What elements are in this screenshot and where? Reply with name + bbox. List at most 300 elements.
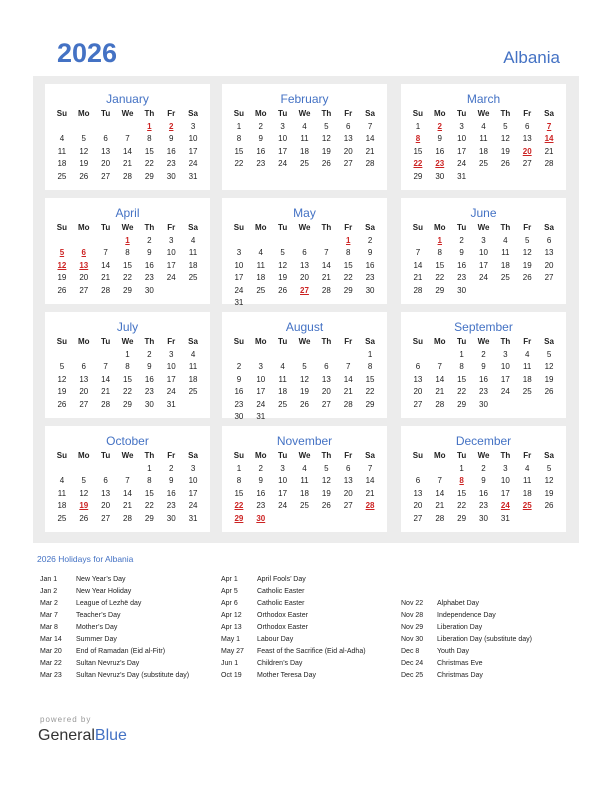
day-cell: 25 bbox=[57, 513, 67, 523]
weekday-header: We bbox=[121, 109, 134, 118]
holiday-name: Alphabet Day bbox=[437, 600, 480, 607]
day-cell: 19 bbox=[544, 488, 554, 498]
holiday-row bbox=[40, 634, 189, 646]
empty-cell bbox=[95, 463, 117, 476]
day-cell: 3 bbox=[280, 463, 285, 473]
weekday-header: Th bbox=[500, 337, 511, 346]
day-cell: 23 bbox=[457, 273, 467, 282]
day-cell: 18 bbox=[500, 260, 510, 270]
day-cell: 31 bbox=[234, 298, 244, 307]
empty-cell bbox=[315, 235, 337, 248]
day-cell: 19 bbox=[300, 387, 309, 396]
holiday-day: 22 bbox=[234, 501, 244, 510]
day-cell: 7 bbox=[103, 362, 108, 371]
day-cell: 21 bbox=[343, 387, 353, 396]
day-cell: 18 bbox=[522, 374, 532, 384]
day-cell: 10 bbox=[500, 362, 510, 371]
holiday-row bbox=[401, 622, 532, 634]
weekday-header: Mo bbox=[77, 223, 90, 232]
holiday-row bbox=[40, 574, 189, 586]
day-cell: 11 bbox=[256, 260, 265, 270]
holiday-date: Dec 24 bbox=[401, 660, 424, 667]
holiday-row bbox=[401, 646, 532, 658]
day-cell: 10 bbox=[234, 260, 244, 270]
day-cell: 7 bbox=[103, 248, 108, 257]
day-cell: 20 bbox=[413, 501, 423, 510]
holiday-row bbox=[401, 670, 532, 682]
weekday-header: Tu bbox=[457, 223, 467, 232]
day-cell: 22 bbox=[144, 501, 154, 510]
day-cell: 28 bbox=[321, 285, 331, 295]
day-cell: 29 bbox=[435, 285, 445, 295]
day-cell: 23 bbox=[166, 501, 176, 510]
day-cell: 6 bbox=[324, 362, 329, 371]
generalblue-logo[interactable] bbox=[38, 727, 127, 745]
day-cell: 9 bbox=[367, 248, 373, 257]
day-cell: 12 bbox=[57, 374, 67, 384]
holiday-date: Nov 30 bbox=[401, 636, 424, 643]
day-cell: 7 bbox=[437, 362, 442, 371]
holiday-day: 14 bbox=[544, 134, 554, 143]
day-cell: 10 bbox=[166, 248, 176, 257]
day-cell: 4 bbox=[190, 235, 196, 245]
day-cell: 15 bbox=[144, 146, 154, 156]
holiday-day: 1 bbox=[437, 235, 442, 245]
holiday-day: 20 bbox=[522, 146, 532, 156]
weekday-header: Tu bbox=[278, 223, 288, 232]
day-cell: 27 bbox=[321, 399, 331, 409]
month-title: January bbox=[106, 92, 149, 106]
holiday-date: May 1 bbox=[221, 636, 241, 643]
day-cell: 16 bbox=[256, 488, 266, 498]
day-cell: 28 bbox=[365, 159, 375, 168]
day-cell: 16 bbox=[166, 146, 176, 156]
day-cell: 10 bbox=[479, 248, 488, 257]
holiday-name: April Fools’ Day bbox=[257, 576, 306, 583]
day-cell: 13 bbox=[343, 476, 353, 485]
empty-cell bbox=[228, 349, 250, 362]
day-cell: 14 bbox=[343, 374, 353, 384]
day-cell: 25 bbox=[500, 273, 510, 282]
empty-cell bbox=[95, 349, 117, 362]
holiday-row bbox=[221, 574, 366, 586]
day-cell: 27 bbox=[413, 513, 423, 523]
holiday-row bbox=[401, 610, 532, 622]
day-cell: 19 bbox=[57, 387, 67, 396]
weekday-header: Tu bbox=[457, 451, 467, 460]
empty-cell bbox=[337, 349, 359, 362]
weekday-header: Sa bbox=[365, 451, 375, 460]
day-cell: 31 bbox=[166, 399, 176, 409]
empty-cell bbox=[95, 235, 117, 248]
day-cell: 16 bbox=[166, 488, 176, 498]
holiday-column-3 bbox=[401, 598, 532, 682]
day-cell: 27 bbox=[343, 159, 353, 168]
day-cell: 21 bbox=[123, 501, 132, 510]
day-cell: 8 bbox=[236, 134, 242, 143]
weekday-header: Sa bbox=[365, 337, 375, 346]
day-cell: 17 bbox=[278, 488, 288, 498]
day-cell: 7 bbox=[367, 121, 373, 131]
day-cell: 22 bbox=[435, 273, 445, 282]
day-cell: 17 bbox=[500, 488, 510, 498]
day-cell: 8 bbox=[236, 476, 242, 485]
day-cell: 4 bbox=[524, 463, 530, 473]
weekday-header: Sa bbox=[188, 337, 198, 346]
month-title: November bbox=[276, 434, 333, 448]
day-cell: 23 bbox=[144, 273, 154, 282]
holiday-day: 2 bbox=[168, 121, 174, 131]
day-cell: 22 bbox=[234, 159, 244, 168]
day-cell: 2 bbox=[481, 349, 486, 359]
day-cell: 14 bbox=[365, 476, 375, 485]
day-cell: 12 bbox=[79, 488, 89, 498]
holiday-name: Christmas Day bbox=[437, 672, 483, 679]
empty-cell bbox=[73, 235, 95, 248]
day-cell: 13 bbox=[101, 488, 111, 498]
month-grid bbox=[51, 108, 204, 183]
weekday-header: Tu bbox=[101, 337, 111, 346]
day-cell: 2 bbox=[168, 463, 174, 473]
day-cell: 20 bbox=[79, 273, 89, 282]
day-cell: 26 bbox=[79, 171, 89, 181]
day-cell: 17 bbox=[188, 488, 198, 498]
holiday-date: Nov 29 bbox=[401, 624, 424, 631]
month-october bbox=[45, 426, 210, 532]
day-cell: 24 bbox=[166, 273, 176, 282]
day-cell: 24 bbox=[166, 387, 176, 396]
day-cell: 18 bbox=[479, 146, 488, 156]
day-cell: 15 bbox=[457, 488, 467, 498]
day-cell: 11 bbox=[278, 374, 287, 384]
day-cell: 29 bbox=[123, 285, 132, 295]
day-cell: 5 bbox=[81, 476, 86, 485]
day-cell: 2 bbox=[258, 121, 263, 131]
day-cell: 16 bbox=[435, 146, 445, 156]
weekday-header: Sa bbox=[365, 109, 375, 118]
day-cell: 15 bbox=[435, 260, 445, 270]
day-cell: 22 bbox=[457, 387, 467, 396]
weekday-header: Su bbox=[56, 451, 68, 460]
month-january bbox=[45, 84, 210, 190]
holiday-date: Mar 7 bbox=[40, 612, 58, 619]
holiday-date: Jun 1 bbox=[221, 660, 239, 667]
day-cell: 29 bbox=[123, 399, 132, 409]
day-cell: 5 bbox=[302, 362, 307, 371]
day-cell: 10 bbox=[166, 362, 176, 371]
day-cell: 20 bbox=[101, 159, 111, 168]
day-cell: 21 bbox=[365, 146, 375, 156]
holiday-day: 2 bbox=[437, 121, 442, 131]
day-cell: 11 bbox=[479, 134, 488, 143]
weekday-header: Fr bbox=[523, 451, 532, 460]
day-cell: 8 bbox=[459, 362, 464, 371]
day-cell: 25 bbox=[188, 387, 198, 396]
holiday-name: End of Ramadan (Eid al-Fitr) bbox=[76, 648, 166, 655]
holiday-name: New Year Holiday bbox=[76, 588, 132, 595]
month-september bbox=[401, 312, 566, 418]
day-cell: 28 bbox=[101, 399, 111, 409]
holiday-row bbox=[221, 646, 366, 658]
weekday-header: We bbox=[121, 337, 134, 346]
day-cell: 20 bbox=[101, 501, 111, 510]
weekday-header: Mo bbox=[433, 223, 446, 232]
day-cell: 26 bbox=[522, 273, 532, 282]
month-grid bbox=[228, 222, 381, 310]
day-cell: 31 bbox=[188, 513, 198, 523]
weekday-header: Mo bbox=[433, 451, 446, 460]
weekday-header: Su bbox=[233, 337, 245, 346]
day-cell: 20 bbox=[343, 488, 353, 498]
day-cell: 12 bbox=[79, 146, 89, 156]
day-cell: 16 bbox=[234, 387, 244, 396]
month-title: October bbox=[106, 434, 149, 448]
day-cell: 19 bbox=[57, 273, 67, 282]
holiday-column-1 bbox=[40, 574, 189, 682]
weekday-header: Su bbox=[233, 223, 245, 232]
day-cell: 26 bbox=[57, 285, 67, 295]
empty-cell bbox=[250, 235, 272, 248]
weekday-header: Mo bbox=[433, 337, 446, 346]
day-cell: 20 bbox=[413, 387, 423, 396]
month-february bbox=[222, 84, 387, 190]
empty-cell bbox=[429, 349, 451, 362]
weekday-header: Sa bbox=[188, 109, 198, 118]
day-cell: 23 bbox=[479, 501, 488, 510]
holiday-name: Teacher’s Day bbox=[76, 612, 121, 619]
day-cell: 10 bbox=[188, 134, 198, 143]
day-cell: 3 bbox=[481, 235, 486, 245]
day-cell: 11 bbox=[300, 476, 309, 485]
holiday-name: Liberation Day bbox=[437, 624, 483, 631]
holiday-day: 23 bbox=[435, 159, 445, 168]
logo-blue: Blue bbox=[94, 727, 127, 744]
weekday-header: Th bbox=[500, 451, 511, 460]
weekday-header: Th bbox=[321, 451, 332, 460]
day-cell: 25 bbox=[300, 159, 309, 168]
holiday-row bbox=[221, 658, 366, 670]
day-cell: 5 bbox=[81, 134, 86, 143]
day-cell: 4 bbox=[190, 349, 196, 359]
day-cell: 19 bbox=[79, 159, 89, 168]
day-cell: 10 bbox=[188, 476, 198, 485]
day-cell: 25 bbox=[522, 387, 532, 396]
day-cell: 16 bbox=[457, 260, 467, 270]
weekday-header: Mo bbox=[254, 109, 267, 118]
day-cell: 5 bbox=[503, 121, 508, 131]
day-cell: 19 bbox=[544, 374, 554, 384]
day-cell: 12 bbox=[278, 260, 288, 270]
day-cell: 14 bbox=[123, 488, 132, 498]
weekday-header: Tu bbox=[278, 109, 288, 118]
holiday-name: Catholic Easter bbox=[257, 588, 305, 595]
day-cell: 18 bbox=[278, 387, 288, 396]
day-cell: 3 bbox=[168, 349, 174, 359]
day-cell: 4 bbox=[59, 134, 65, 143]
day-cell: 19 bbox=[500, 146, 510, 156]
day-cell: 5 bbox=[280, 248, 285, 257]
day-cell: 9 bbox=[147, 248, 152, 257]
holiday-name: Orthodox Easter bbox=[257, 624, 308, 631]
day-cell: 28 bbox=[101, 285, 111, 295]
month-title: June bbox=[470, 206, 497, 220]
empty-cell bbox=[95, 121, 117, 134]
holiday-date: Nov 22 bbox=[401, 600, 424, 607]
holiday-row bbox=[40, 598, 189, 610]
holiday-row bbox=[221, 598, 366, 610]
holiday-day: 6 bbox=[81, 248, 86, 257]
weekday-header: Tu bbox=[278, 451, 288, 460]
holiday-row bbox=[40, 586, 189, 598]
day-cell: 1 bbox=[415, 121, 421, 131]
day-cell: 24 bbox=[278, 159, 288, 168]
holiday-date: Mar 23 bbox=[40, 672, 62, 679]
day-cell: 8 bbox=[125, 248, 130, 257]
holiday-name: New Year’s Day bbox=[76, 576, 126, 583]
day-cell: 5 bbox=[524, 235, 530, 245]
month-july bbox=[45, 312, 210, 418]
day-cell: 17 bbox=[166, 374, 176, 384]
day-cell: 24 bbox=[457, 159, 467, 168]
day-cell: 21 bbox=[435, 387, 445, 396]
empty-cell bbox=[407, 349, 429, 362]
empty-cell bbox=[117, 121, 139, 134]
day-cell: 4 bbox=[503, 235, 508, 245]
day-cell: 17 bbox=[278, 146, 288, 156]
day-cell: 21 bbox=[321, 273, 331, 282]
day-cell: 16 bbox=[144, 260, 154, 270]
day-cell: 18 bbox=[57, 501, 67, 510]
month-title: February bbox=[280, 92, 329, 106]
day-cell: 28 bbox=[435, 399, 445, 409]
day-cell: 13 bbox=[79, 374, 89, 384]
day-cell: 17 bbox=[500, 374, 510, 384]
day-cell: 11 bbox=[300, 134, 309, 143]
month-title: April bbox=[115, 206, 140, 220]
day-cell: 9 bbox=[258, 476, 263, 485]
day-cell: 2 bbox=[258, 463, 263, 473]
holiday-day: 5 bbox=[59, 248, 65, 257]
day-cell: 4 bbox=[258, 248, 263, 257]
holiday-day: 30 bbox=[256, 513, 266, 523]
day-cell: 6 bbox=[415, 362, 421, 371]
day-cell: 16 bbox=[479, 374, 488, 384]
weekday-header: Mo bbox=[254, 451, 267, 460]
month-grid bbox=[51, 222, 204, 297]
day-cell: 23 bbox=[365, 273, 375, 282]
day-cell: 2 bbox=[147, 349, 152, 359]
day-cell: 15 bbox=[234, 488, 244, 498]
weekday-header: Su bbox=[412, 451, 424, 460]
day-cell: 14 bbox=[123, 146, 132, 156]
weekday-header: Mo bbox=[254, 337, 267, 346]
day-cell: 31 bbox=[256, 412, 266, 421]
month-december bbox=[401, 426, 566, 532]
day-cell: 3 bbox=[236, 248, 242, 257]
day-cell: 5 bbox=[324, 121, 329, 131]
day-cell: 29 bbox=[343, 285, 353, 295]
weekday-header: We bbox=[477, 451, 490, 460]
month-title: August bbox=[285, 320, 324, 334]
weekday-header: Th bbox=[321, 109, 332, 118]
holiday-day: 1 bbox=[345, 235, 351, 245]
holiday-row bbox=[40, 658, 189, 670]
day-cell: 15 bbox=[413, 146, 423, 156]
country-name: Albania bbox=[503, 48, 560, 67]
day-cell: 22 bbox=[144, 159, 154, 168]
holiday-day: 8 bbox=[415, 134, 421, 143]
day-cell: 21 bbox=[101, 387, 111, 396]
holiday-row bbox=[401, 598, 532, 610]
day-cell: 15 bbox=[123, 374, 132, 384]
month-grid bbox=[51, 336, 204, 411]
day-cell: 11 bbox=[188, 362, 198, 371]
day-cell: 22 bbox=[343, 273, 353, 282]
month-august bbox=[222, 312, 387, 421]
day-cell: 27 bbox=[544, 273, 554, 282]
day-cell: 13 bbox=[413, 374, 423, 384]
weekday-header: Tu bbox=[457, 109, 467, 118]
day-cell: 26 bbox=[500, 159, 510, 168]
day-cell: 24 bbox=[256, 399, 266, 409]
empty-cell bbox=[315, 349, 337, 362]
day-cell: 11 bbox=[523, 476, 532, 485]
day-cell: 4 bbox=[524, 349, 530, 359]
day-cell: 18 bbox=[522, 488, 532, 498]
day-cell: 28 bbox=[544, 159, 554, 168]
day-cell: 6 bbox=[345, 121, 351, 131]
day-cell: 1 bbox=[147, 463, 152, 473]
day-cell: 24 bbox=[188, 501, 198, 510]
weekday-header: Sa bbox=[544, 451, 554, 460]
day-cell: 14 bbox=[435, 374, 445, 384]
day-cell: 25 bbox=[57, 171, 67, 181]
day-cell: 15 bbox=[365, 374, 375, 384]
month-grid bbox=[51, 450, 204, 525]
weekday-header: Su bbox=[412, 337, 424, 346]
calendar-year: 2026 bbox=[57, 38, 118, 68]
month-title: May bbox=[293, 206, 316, 220]
holiday-row bbox=[40, 610, 189, 622]
weekday-header: Th bbox=[144, 451, 155, 460]
day-cell: 21 bbox=[435, 501, 445, 510]
day-cell: 1 bbox=[125, 349, 130, 359]
empty-cell bbox=[73, 121, 95, 134]
weekday-header: Mo bbox=[77, 451, 90, 460]
day-cell: 20 bbox=[79, 387, 89, 396]
day-cell: 30 bbox=[166, 171, 176, 181]
day-cell: 13 bbox=[321, 374, 331, 384]
holiday-row bbox=[401, 634, 532, 646]
day-cell: 25 bbox=[300, 501, 309, 510]
day-cell: 8 bbox=[147, 476, 152, 485]
weekday-header: Sa bbox=[188, 451, 198, 460]
day-cell: 8 bbox=[437, 248, 442, 257]
day-cell: 27 bbox=[413, 399, 423, 409]
holiday-date: Apr 6 bbox=[221, 600, 238, 607]
day-cell: 20 bbox=[321, 387, 331, 396]
month-title: July bbox=[116, 320, 139, 334]
day-cell: 6 bbox=[103, 476, 108, 485]
day-cell: 18 bbox=[300, 146, 309, 156]
holiday-row bbox=[40, 646, 189, 658]
weekday-header: Tu bbox=[457, 337, 467, 346]
day-cell: 9 bbox=[437, 134, 442, 143]
month-grid bbox=[407, 108, 560, 183]
weekday-header: Th bbox=[144, 337, 155, 346]
day-cell: 23 bbox=[166, 159, 176, 168]
holiday-date: Jan 1 bbox=[40, 576, 58, 583]
